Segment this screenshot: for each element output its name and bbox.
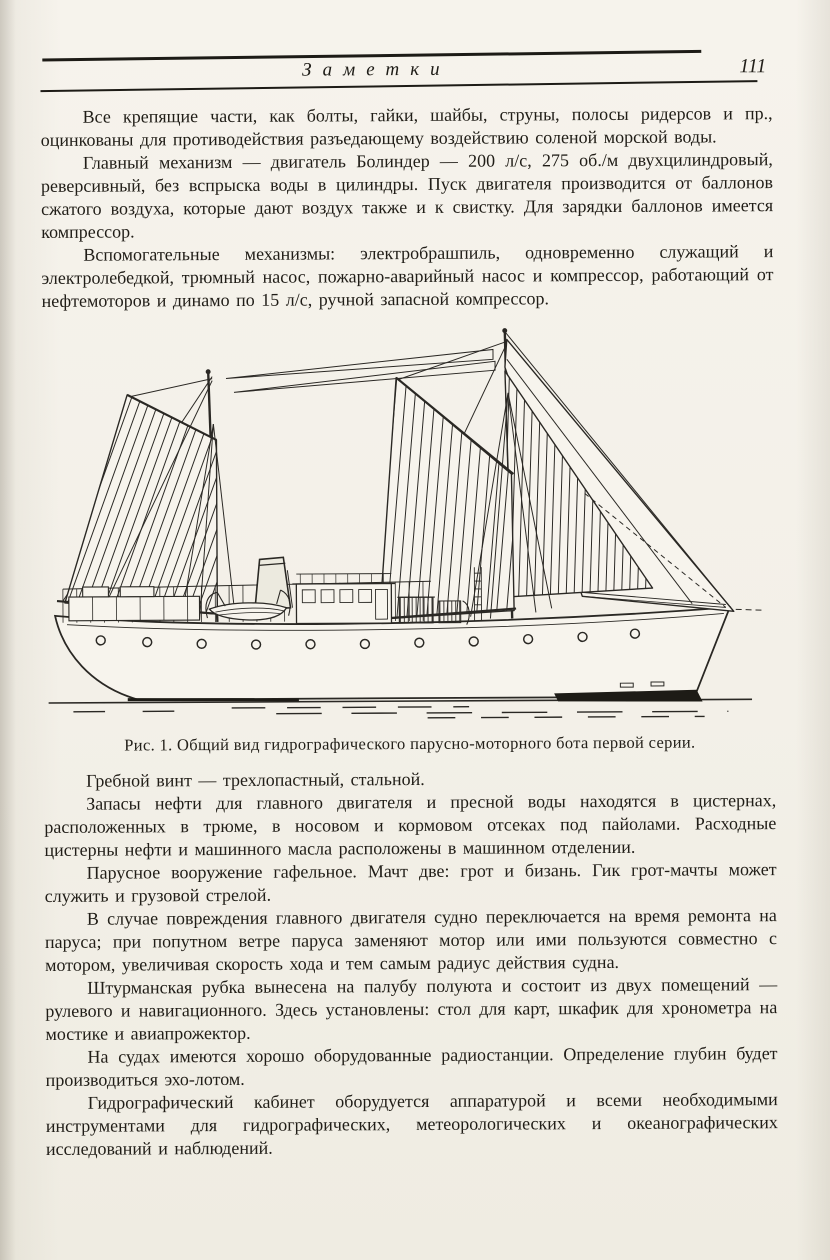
sails bbox=[56, 338, 734, 621]
paragraph: Гидрографический кабинет оборудуется аппаратурой и всеми необходимыми инструментами для гидрографических, метеорологических и океанографических исследований и наблюдений. bbox=[45, 1089, 778, 1159]
lower-text-block bbox=[44, 766, 778, 1161]
funnel bbox=[255, 557, 293, 610]
wheelhouse bbox=[292, 574, 395, 624]
page-header bbox=[40, 52, 772, 89]
hull bbox=[55, 607, 730, 705]
mizzen-gaff-sail bbox=[56, 394, 221, 614]
paragraph: Главный механизм — двигатель Болиндер — 200 л/с, 275 об./м двухцилиндровый, реверсивный, без вспрыска воды в цилиндры. Пуск двигателя производится от баллонов сжатого воздуха, которые дают воздух также и к свистку. Для зарядки баллонов имеется компрессор. bbox=[40, 149, 774, 242]
paragraph: Штурманская рубка вынесена на палубу полуюта и состоит из двух помещений — рулевого и навигационного. Здесь установлены: стол для карт, шкафик для хронометра на мостике и авиапрожектор. bbox=[45, 974, 778, 1044]
page-body bbox=[40, 85, 778, 1161]
paragraph: Гребной винт — трехлопастный, стальной. bbox=[86, 768, 425, 791]
ship-drawing bbox=[42, 322, 786, 722]
page-number: 111 bbox=[739, 55, 767, 78]
paragraph: Все крепящие части, как болты, гайки, шайбы, струны, полосы ридерсов и пр., оцинкованы для противодействия разъедающему воздействию соленой морской воды. bbox=[40, 103, 773, 150]
running-head-title: Заметки bbox=[302, 58, 451, 81]
figure-caption: Рис. 1. Общий вид гидрографического парусно-моторного бота первой серии. bbox=[124, 732, 696, 755]
paragraph: На судах имеются хорошо оборудованные радиостанции. Определение глубин будет производиться эхо-лотом. bbox=[45, 1043, 778, 1090]
paragraph: Запасы нефти для главного двигателя и пресной воды находятся в цистернах, расположенных в трюме, в носовом и кормовом отсеках под пайолами. Расходные цистерны нефти и машинного масла расположены в машинном отделении. bbox=[44, 790, 777, 860]
paragraph: Парусное вооружение гафельное. Мачт две: грот и бизань. Гик грот-мачты может служить и грузовой стрелой. bbox=[44, 859, 777, 906]
ship-figure bbox=[42, 322, 776, 756]
paragraph: В случае повреждения главного двигателя судно переключается на время ремонта на паруса; при попутном ветре паруса заменяют мотор или ими пользуются совместно с мотором, увеличивая скорость хода и тем самым радиус действия судна. bbox=[44, 905, 777, 975]
staysail bbox=[505, 370, 653, 596]
main-gaff-sail bbox=[374, 377, 516, 619]
engine-skylight bbox=[397, 597, 469, 625]
paragraph: Вспомогательные механизмы: электробрашпиль, одновременно служащий и электролебедкой, трюмный насос, пожарно-аварийный насос и компрессор, работающий от нефтемоторов и динамо по 15 л/с, ручной запасной компрессор. bbox=[41, 241, 774, 311]
water-lines bbox=[49, 699, 752, 720]
